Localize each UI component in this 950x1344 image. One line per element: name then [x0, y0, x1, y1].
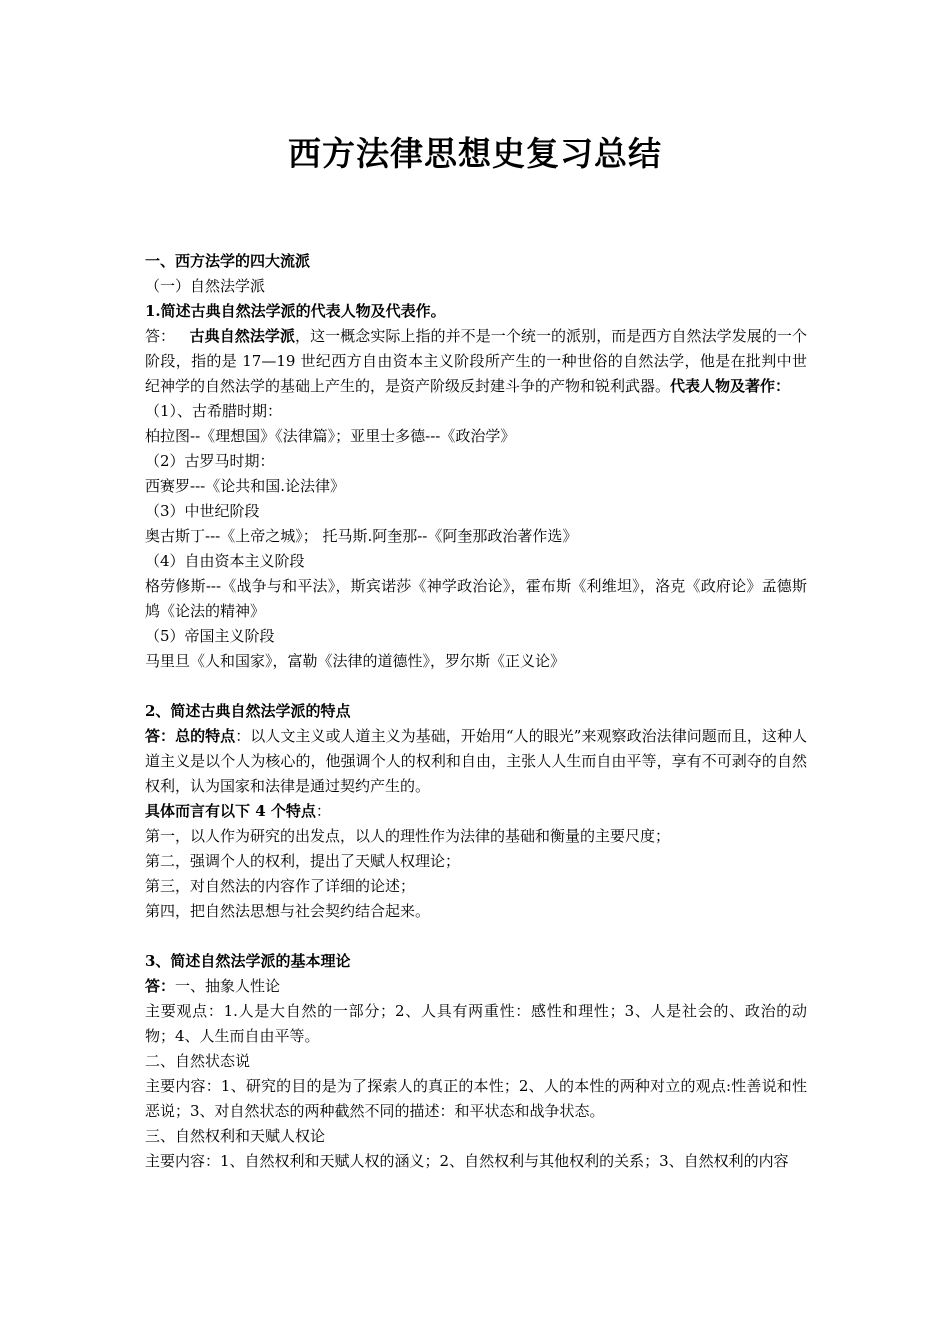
period-works: 格劳修斯---《战争与和平法》，斯宾诺莎《神学政治论》，霍布斯《利维坦》，洛克《政府论》孟德斯鸠《论法的精神》 — [145, 577, 807, 620]
answer-prefix: 答： — [145, 977, 176, 995]
answer-body: ：以人文主义或人道主义为基础，开始用“人的眼光”来观察政治法律问题而且，这种人道主义是以个人为核心的，他强调个人的权利和自由，主张人人生而自由平等，享有不可剥夺的自然权利，认为国家和法律是通过契约产生的。 — [145, 727, 807, 795]
paragraph-gap — [145, 924, 807, 949]
period-label: （5）帝国主义阶段 — [145, 627, 275, 645]
period-label: （4）自由资本主义阶段 — [145, 552, 305, 570]
paragraph-gap — [145, 674, 807, 699]
document-title: 西方法律思想史复习总结 — [288, 134, 662, 173]
answer-bold-term: 古典自然法学派 — [189, 327, 296, 345]
answer-prefix: 答： — [145, 327, 176, 345]
period-works: 马里旦《人和国家》，富勒《法律的道德性》，罗尔斯《正义论》 — [145, 652, 566, 670]
point-item: 第三，对自然法的内容作了详细的论述； — [145, 877, 416, 895]
question-2-title: 2、简述古典自然法学派的特点 — [145, 702, 351, 720]
question-2-answer — [145, 724, 807, 799]
point-item: 第二，强调个人的权利，提出了天赋人权理论； — [145, 852, 461, 870]
specific-intro — [145, 799, 807, 824]
point-item: 第四，把自然法思想与社会契约结合起来。 — [145, 902, 431, 920]
period-label: （3）中世纪阶段 — [145, 502, 260, 520]
subsection-heading: （一）自然法学派 — [145, 277, 266, 295]
period-works: 奥古斯丁---《上帝之城》； 托马斯.阿奎那--《阿奎那政治著作选》 — [145, 527, 578, 545]
specific-bold: 具体而言有以下 4 个特点 — [145, 802, 316, 820]
answer-first: 一、抽象人性论 — [175, 977, 281, 995]
theory-item: 主要内容：1、自然权利和天赋人权的涵义；2、自然权利与其他权利的关系；3、自然权利的内容 — [145, 1152, 789, 1170]
theory-item: 主要观点：1.人是大自然的一部分；2、人具有两重性：感性和理性；3、人是社会的、政治的动物；4、人生而自由平等。 — [145, 1002, 807, 1045]
specific-colon: ： — [315, 802, 331, 820]
question-3-title: 3、简述自然法学派的基本理论 — [145, 952, 351, 970]
theory-heading: 二、自然状态说 — [145, 1052, 251, 1070]
period-label: （2）古罗马时期： — [145, 452, 275, 470]
question-1-title: 1.简述古典自然法学派的代表人物及代表作。 — [145, 302, 446, 320]
section-heading: 一、西方法学的四大流派 — [145, 252, 311, 270]
answer-body: ，这一概念实际上指的并不是一个统一的派别，而是西方自然法学发展的一个阶段，指的是 17—19 世纪西方自由资本主义阶段所产生的一种世俗的自然法学，他是在批判中世纪神学的自然法学的基础上产生的，是资产阶级反封建斗争的产物和锐利武器。 — [145, 327, 807, 395]
answer-bold-term: 答：总的特点 — [145, 727, 236, 745]
theory-heading: 三、自然权利和天赋人权论 — [145, 1127, 326, 1145]
point-item: 第一，以人作为研究的出发点，以人的理性作为法律的基础和衡量的主要尺度； — [145, 827, 671, 845]
period-label: （1）、古希腊时期： — [145, 402, 283, 420]
theory-item: 主要内容：1、研究的目的是为了探索人的真正的本性；2、人的本性的两种对立的观点:性善说和性恶说；3、对自然状态的两种截然不同的描述：和平状态和战争状态。 — [145, 1077, 807, 1120]
question-3-answer — [145, 974, 807, 999]
document-body — [145, 249, 807, 1174]
answer-tail-bold: 代表人物及著作： — [670, 377, 791, 395]
period-works: 西赛罗---《论共和国.论法律》 — [145, 477, 345, 495]
question-1-answer — [145, 324, 807, 399]
period-works: 柏拉图--《理想国》《法律篇》；亚里士多德---《政治学》 — [145, 427, 516, 445]
